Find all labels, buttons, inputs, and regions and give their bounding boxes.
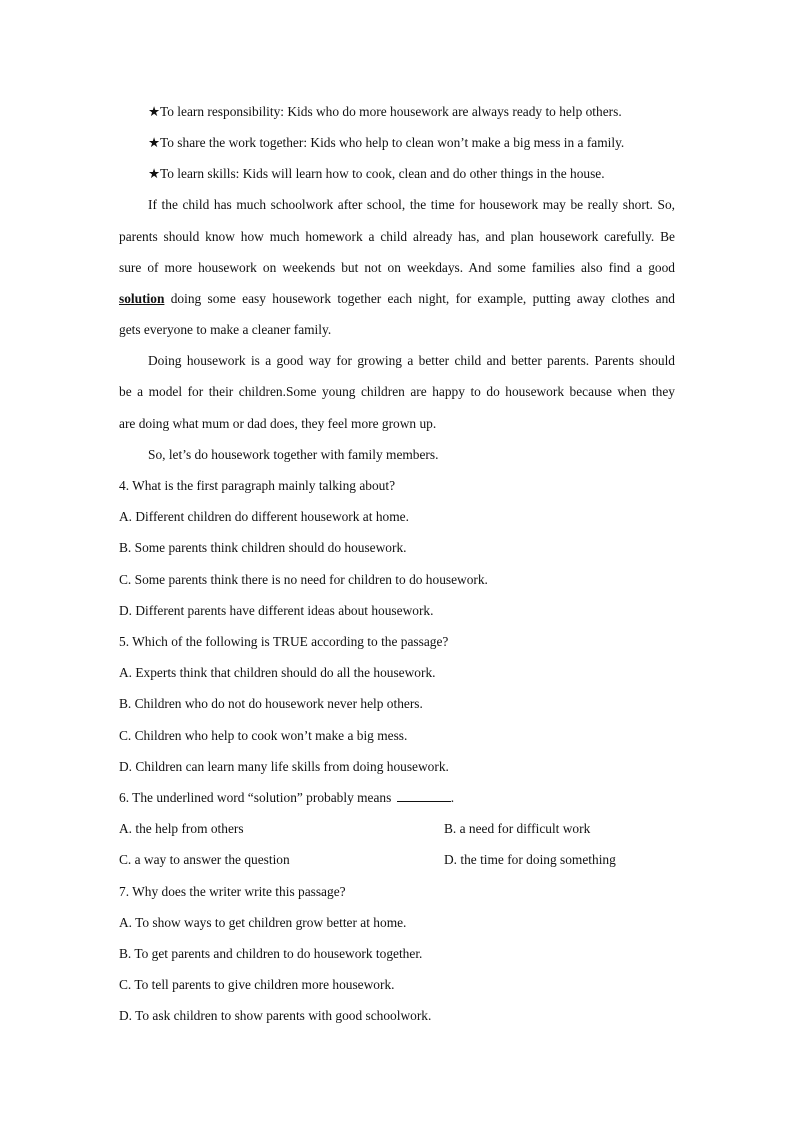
question-7-option-c: C. To tell parents to give children more housework.	[119, 977, 395, 992]
paragraph1-line2: parents should know how much homework a child already has, and plan housework carefully. Be	[119, 229, 675, 244]
question-6-option-c: C. a way to answer the question	[119, 852, 290, 867]
question-4-option-a: A. Different children do different housework at home.	[119, 509, 409, 524]
question-4-option-d: D. Different parents have different ideas about housework.	[119, 603, 434, 618]
bullet-share-work: ★To share the work together: Kids who help to clean won’t make a big mess in a family.	[148, 135, 625, 150]
answer-blank	[397, 790, 451, 802]
question-6-stem-text: 6. The underlined word “solution” probably means	[119, 790, 392, 805]
bullet-learn-skills: ★To learn skills: Kids will learn how to cook, clean and do other things in the house.	[148, 166, 605, 181]
question-6-option-b: B. a need for difficult work	[444, 821, 591, 836]
question-4-option-c: C. Some parents think there is no need for children to do housework.	[119, 572, 488, 587]
paragraph1-line1: If the child has much schoolwork after school, the time for housework may be really short. So,	[148, 197, 675, 212]
question-6-stem	[119, 790, 675, 806]
question-6-stem-end: .	[450, 790, 455, 805]
question-5-stem: 5. Which of the following is TRUE according to the passage?	[119, 634, 449, 649]
paragraph2-line2: be a model for their children.Some young children are happy to do housework because when they	[119, 384, 675, 399]
paragraph2-line3: are doing what mum or dad does, they feel more grown up.	[119, 416, 437, 431]
paragraph1-line4-rest: doing some easy housework together each night, for example, putting away clothes and	[164, 291, 675, 306]
question-7-option-d: D. To ask children to show parents with good schoolwork.	[119, 1008, 432, 1023]
question-7-option-b: B. To get parents and children to do housework together.	[119, 946, 423, 961]
underlined-word-solution: solution	[119, 291, 165, 306]
question-5-option-a: A. Experts think that children should do all the housework.	[119, 665, 436, 680]
question-4-option-b: B. Some parents think children should do housework.	[119, 540, 407, 555]
paragraph2-line1: Doing housework is a good way for growing a better child and better parents. Parents should	[148, 353, 675, 368]
question-6-option-a: A. the help from others	[119, 821, 244, 836]
question-5-option-b: B. Children who do not do housework never help others.	[119, 696, 423, 711]
paragraph3: So, let’s do housework together with family members.	[148, 447, 439, 462]
paragraph1-line4	[119, 291, 675, 307]
question-5-option-d: D. Children can learn many life skills from doing housework.	[119, 759, 449, 774]
question-7-option-a: A. To show ways to get children grow better at home.	[119, 915, 407, 930]
paragraph1-line5: gets everyone to make a cleaner family.	[119, 322, 332, 337]
question-7-stem: 7. Why does the writer write this passage?	[119, 884, 346, 899]
paragraph1-line3: sure of more housework on weekends but not on weekdays. And some families also find a good	[119, 260, 675, 275]
question-5-option-c: C. Children who help to cook won’t make a big mess.	[119, 728, 408, 743]
bullet-responsibility: ★To learn responsibility: Kids who do more housework are always ready to help others.	[148, 104, 622, 119]
question-6-option-d: D. the time for doing something	[444, 852, 616, 867]
question-4-stem: 4. What is the first paragraph mainly talking about?	[119, 478, 396, 493]
